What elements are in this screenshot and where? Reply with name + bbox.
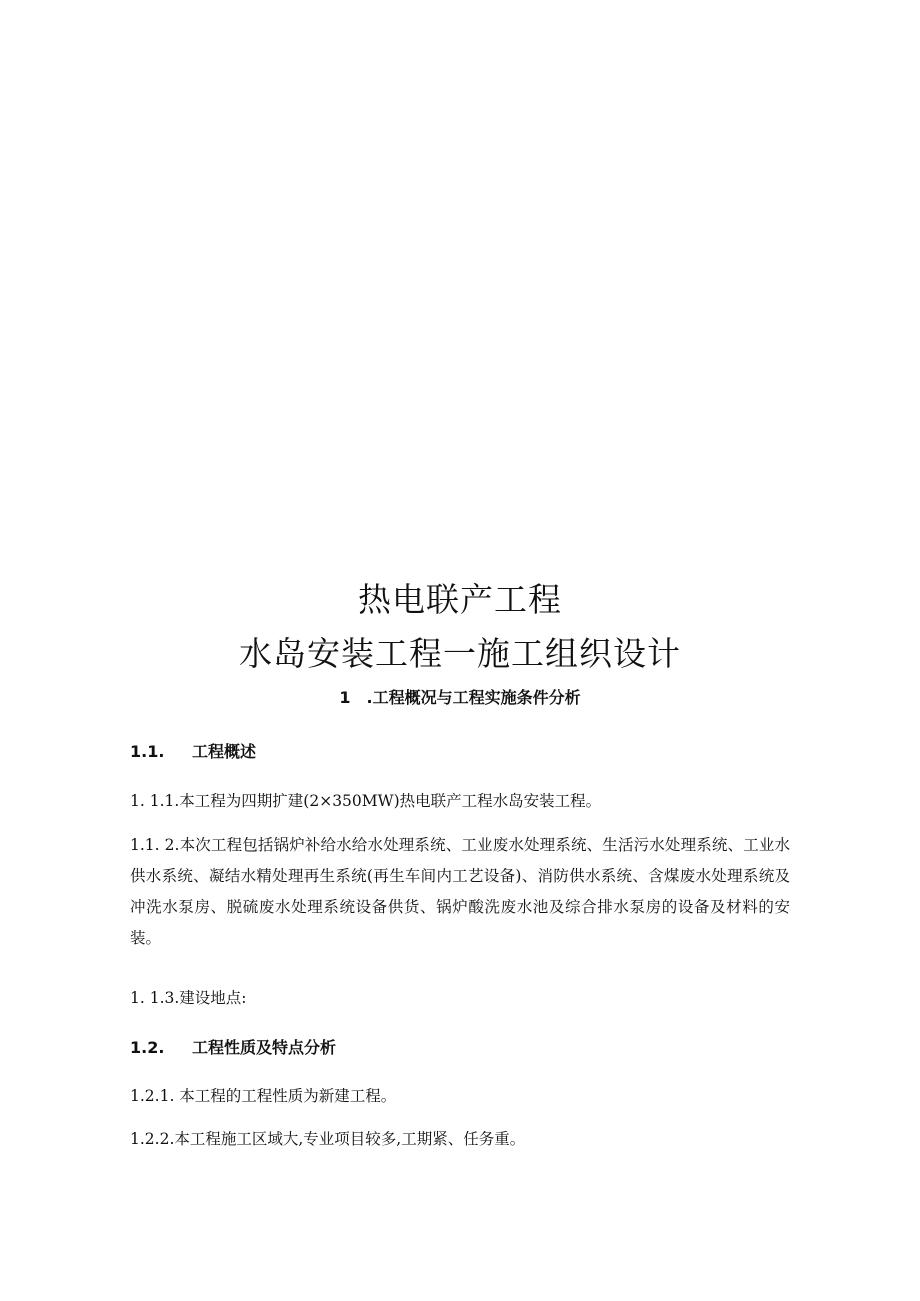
document-title-line-1: 热电联产工程 <box>358 580 562 619</box>
document-title-line-2: 水岛安装工程一施工组织设计 <box>239 634 681 673</box>
chapter-number: 1 <box>339 688 351 707</box>
paragraph-1-1-3: 1. 1.3.建设地点: <box>130 989 247 1007</box>
paragraph-1-2-2: 1.2.2.本工程施工区域大,专业项目较多,工期紧、任务重。 <box>130 1130 526 1148</box>
section-heading-1-2 <box>130 1036 336 1060</box>
section-number: 1.1. <box>130 742 165 761</box>
section-heading-1-1 <box>130 740 256 764</box>
section-title: 工程性质及特点分析 <box>192 1038 337 1057</box>
section-number: 1.2. <box>130 1038 165 1057</box>
chapter-heading <box>0 686 920 710</box>
chapter-title: .工程概况与工程实施条件分析 <box>366 688 581 707</box>
paragraph-1-1-2: 1.1. 2.本次工程包括锅炉补给水给水处理系统、工业废水处理系统、生活污水处理系统、工业水供水系统、凝结水精处理再生系统(再生车间内工艺设备)、消防供水系统、含煤废水处理系统及冲洗水泵房、脱硫废水处理系统设备供货、锅炉酸洗废水池及综合排水泵房的设备及材料的安装。 <box>130 836 790 947</box>
paragraph-1-1-1: 1. 1.1.本工程为四期扩建(2×350MW)热电联产工程水岛安装工程。 <box>130 792 602 810</box>
section-title: 工程概述 <box>192 742 257 761</box>
paragraph-1-2-1: 1.2.1. 本工程的工程性质为新建工程。 <box>130 1087 397 1105</box>
